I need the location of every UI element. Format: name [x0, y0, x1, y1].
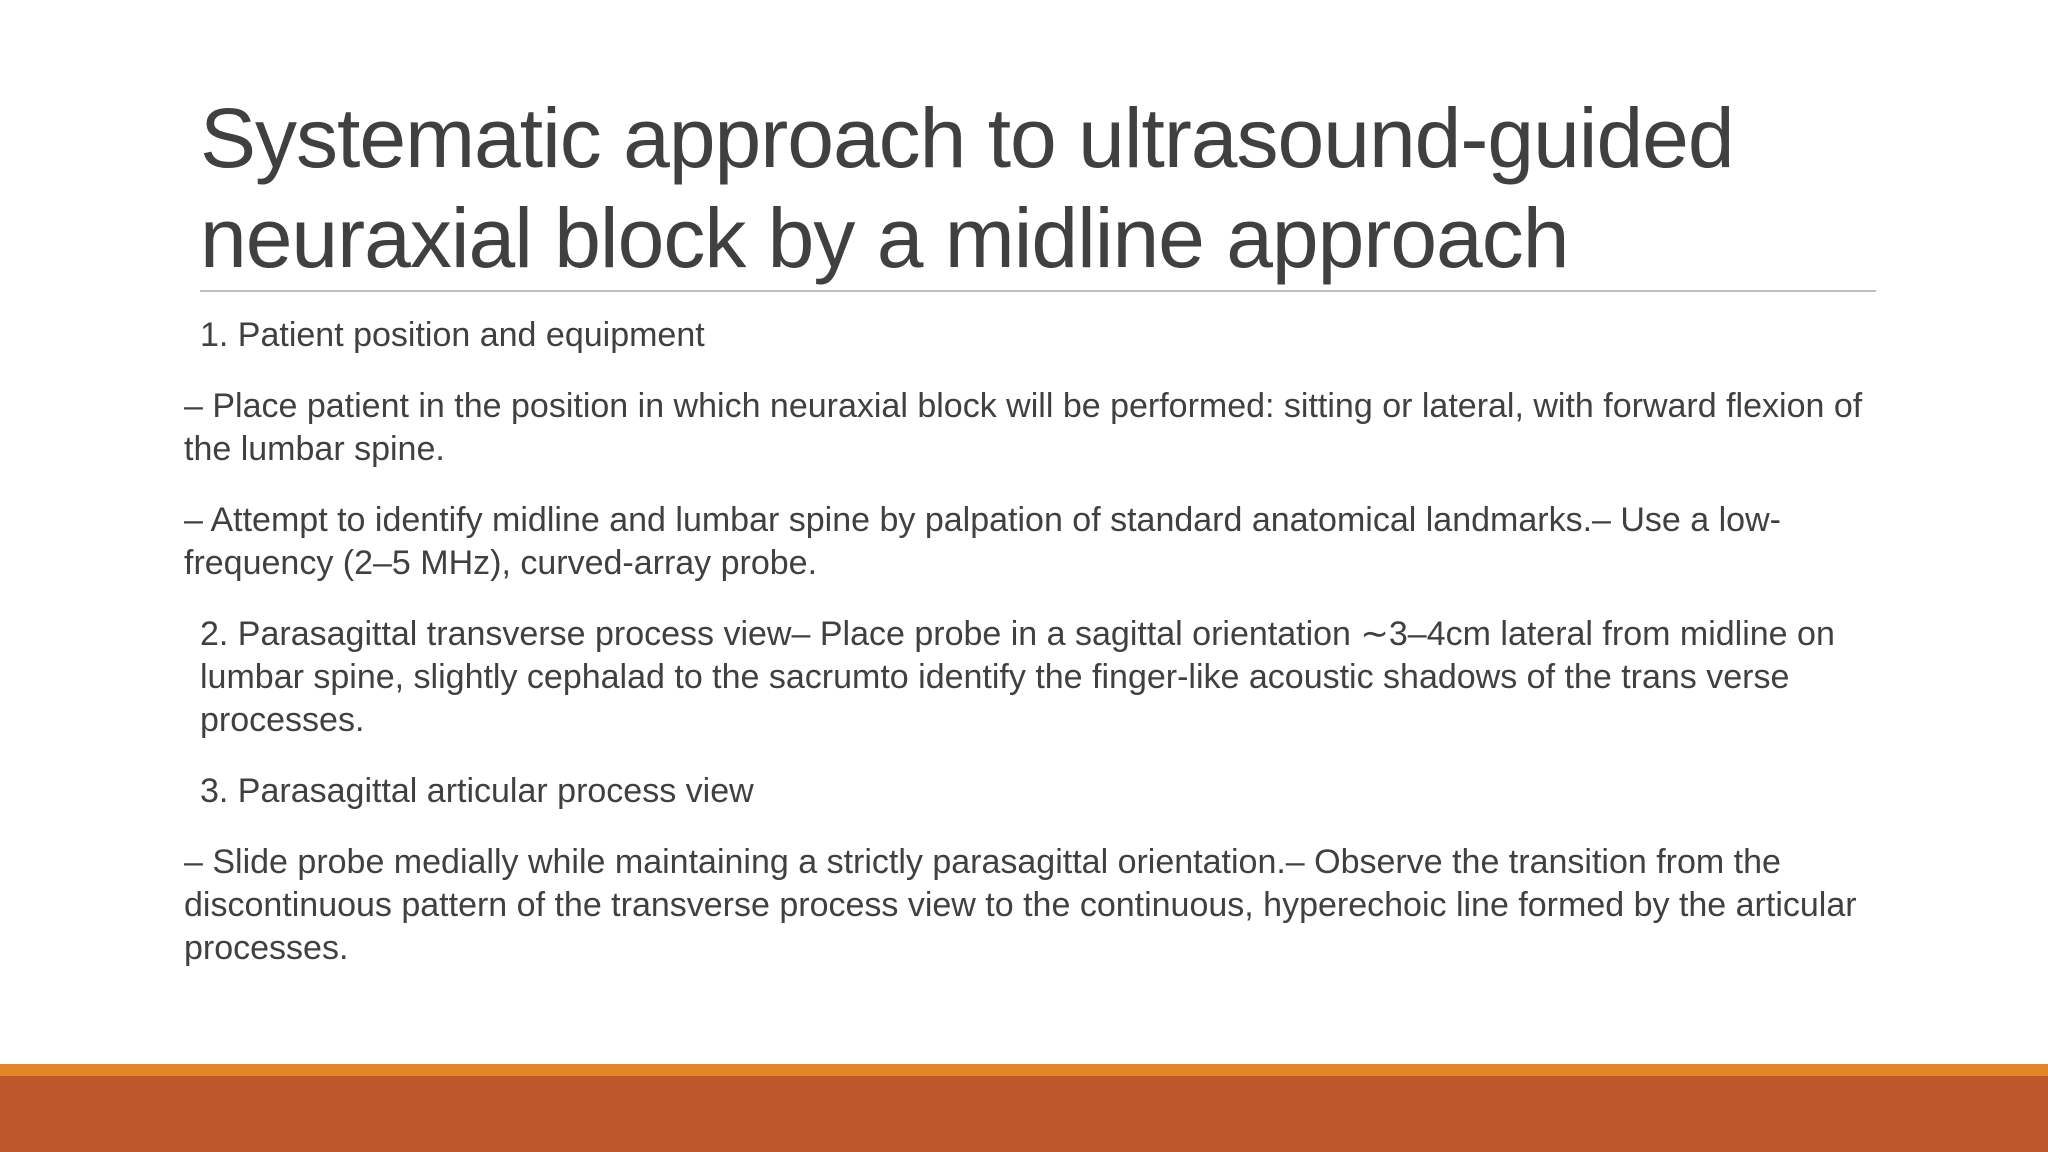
step-3-heading: 3. Parasagittal articular process view	[200, 772, 754, 810]
slide-body	[184, 314, 1884, 998]
step-1-bullet-landmarks: – Attempt to identify midline and lumbar spine by palpation of standard anatomical landmarks.– Use a low-frequency (2–5 MHz), curved-array probe.	[184, 501, 1781, 582]
step-2-text: 2. Parasagittal transverse process view– Place probe in a sagittal orientation ∼3–4cm lateral from midline on lumbar spine, slightly cephalad to the sacrumto identify the finger-like acoustic shadows of the trans verse processes.	[200, 615, 1835, 739]
step-1-bullet-position: – Place patient in the position in which neuraxial block will be performed: sitting or lateral, with forward flexion of the lumbar spine.	[184, 387, 1863, 468]
step-1-heading: 1. Patient position and equipment	[200, 316, 705, 354]
slide-title-line-2: neuraxial block by a midline approach	[200, 191, 1569, 285]
step-3-bullet: – Slide probe medially while maintaining a strictly parasagittal orientation.– Observe the transition from the discontinuous pattern of the transverse process view to the continuous, hyperechoic line formed by the articular processes.	[184, 843, 1857, 967]
footer-accent-stripe	[0, 1064, 2048, 1076]
slide-title	[200, 88, 1880, 288]
title-divider	[200, 290, 1876, 292]
footer-bar	[0, 1076, 2048, 1152]
slide-title-line-1: Systematic approach to ultrasound-guided	[200, 91, 1734, 185]
